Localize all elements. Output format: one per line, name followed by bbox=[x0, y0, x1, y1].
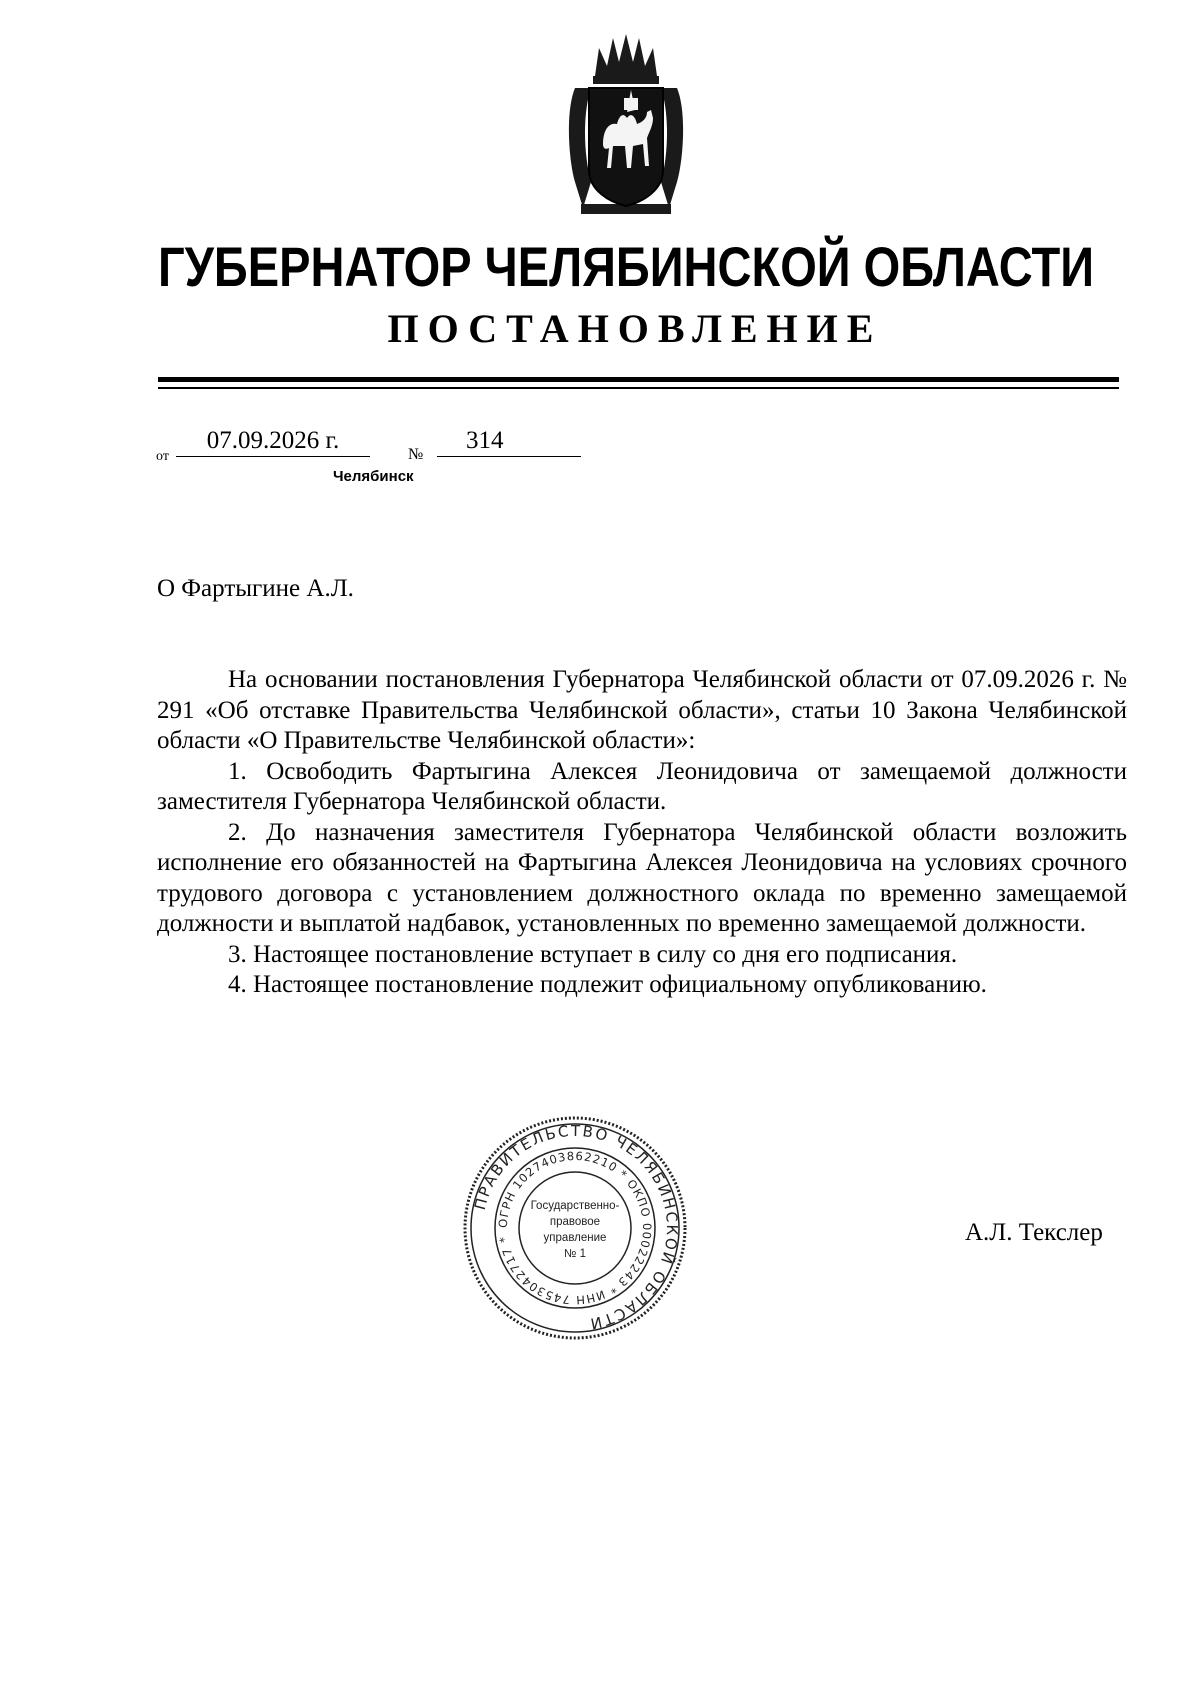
seal-inner-ring-text: ОГРН 1027403862210 * ОКПО 00022243 * ИНН 7453042717 * bbox=[495, 1148, 655, 1308]
document-type: ПОСТАНОВЛЕНИЕ bbox=[387, 306, 883, 351]
seal-center-line-4: № 1 bbox=[564, 1248, 586, 1260]
official-seal-stamp bbox=[460, 1113, 690, 1343]
document-date: 07.09.2026 г. bbox=[176, 426, 370, 457]
header-divider-thin bbox=[158, 387, 1119, 389]
header-divider-thick bbox=[158, 377, 1119, 382]
document-number-field bbox=[437, 426, 581, 457]
body-item-1: 1. Освободить Фартыгина Алексея Леонидовича от замещаемой должности заместителя Губернатора Челябинской области. bbox=[157, 757, 1127, 815]
document-body bbox=[157, 665, 1127, 1001]
issue-city: Челябинск bbox=[333, 468, 414, 485]
body-item-3: 3. Настоящее постановление вступает в силу со дня его подписания. bbox=[228, 940, 958, 968]
signer-name: А.Л. Текслер bbox=[965, 1219, 1103, 1246]
seal-center-line-2: правовое bbox=[549, 1216, 601, 1228]
body-item-2: 2. До назначения заместителя Губернатора Челябинской области возложить исполнение его обязанностей на Фартыгина Алексея Леонидовича на условиях срочного трудового договора с установлением должностного оклада по временно замещаемой должности и выплатой надбавок, установленных по временно замещаемой должности. bbox=[157, 818, 1127, 937]
preamble-paragraph: На основании постановления Губернатора Челябинской области от 07.09.2026 г. № 291 «Об отставке Правительства Челябинской области», статьи 10 Закона Челябинской области «О Правительстве Челябинской области»: bbox=[157, 666, 1127, 754]
issuer-title: ГУБЕРНАТОР ЧЕЛЯБИНСКОЙ ОБЛАСТИ bbox=[158, 235, 1095, 298]
number-sign: № bbox=[408, 446, 424, 463]
seal-outer-ring-text: ПРАВИТЕЛЬСТВО ЧЕЛЯБИНСКОЙ ОБЛАСТИ bbox=[470, 1121, 682, 1334]
seal-center-line-1: Государственно- bbox=[530, 1200, 620, 1212]
crown-icon bbox=[593, 34, 659, 84]
body-item-4: 4. Настоящее постановление подлежит официальному опубликованию. bbox=[228, 971, 987, 998]
coat-of-arms-emblem bbox=[561, 32, 691, 220]
document-subject: О Фартыгине А.Л. bbox=[157, 575, 354, 602]
seal-center-line-3: управление bbox=[543, 1232, 607, 1244]
document-number: 314 bbox=[466, 427, 504, 454]
date-prefix: от bbox=[156, 449, 169, 464]
